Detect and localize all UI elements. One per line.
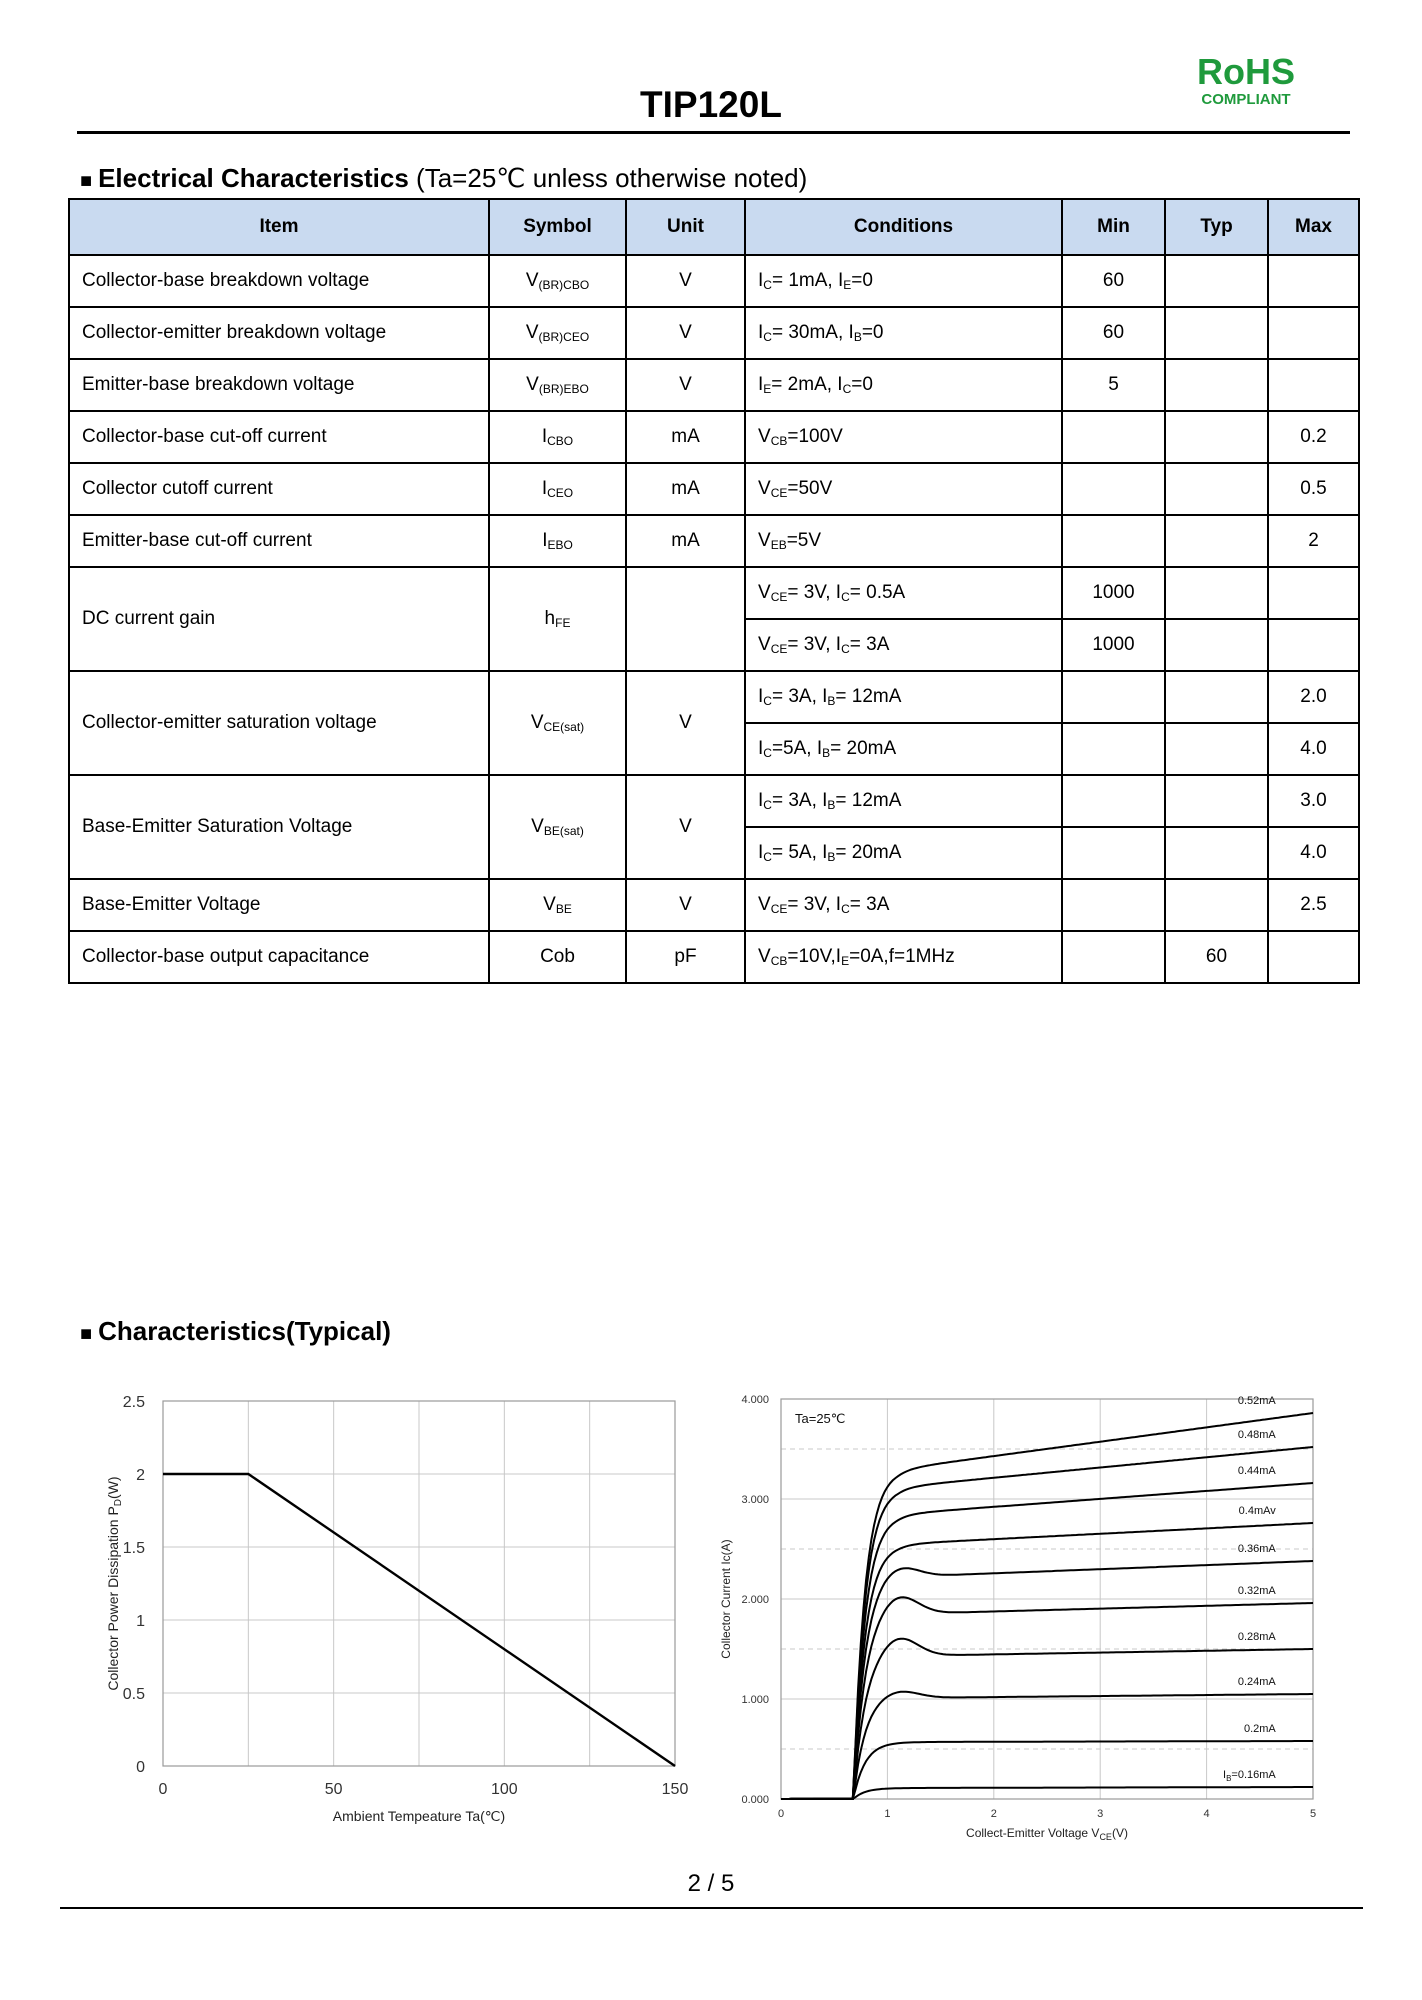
conditions-cell — [745, 619, 1062, 671]
item-cell: Emitter-base breakdown voltage — [69, 359, 489, 411]
condition-subscript: E — [843, 278, 852, 292]
condition-subscript: B — [827, 850, 836, 864]
typ-cell — [1165, 255, 1268, 307]
compliant-label: COMPLIANT — [1201, 91, 1291, 108]
series-label: 0.36mA — [1237, 1543, 1276, 1555]
document-title: TIP120L — [640, 84, 782, 125]
x-tick-label: 0 — [158, 1781, 168, 1798]
typ-cell — [1165, 359, 1268, 411]
condition-text: I — [758, 686, 764, 707]
symbol-main: V — [543, 894, 556, 915]
symbol-cell — [489, 307, 626, 359]
symbol-cell — [489, 879, 626, 931]
table-row — [69, 775, 1359, 827]
max-cell: 4.0 — [1268, 827, 1359, 879]
condition-text: =0A,f=1MHz — [849, 946, 955, 967]
max-cell: 2.0 — [1268, 671, 1359, 723]
unit-cell: pF — [626, 931, 745, 983]
min-cell: 60 — [1062, 255, 1165, 307]
section-subtitle: (Ta=25℃ unless otherwise noted) — [408, 163, 808, 193]
typ-cell — [1165, 827, 1268, 879]
min-cell — [1062, 463, 1165, 515]
condition-text: I — [758, 374, 764, 395]
condition-text: V — [758, 478, 771, 499]
conditions-cell — [745, 775, 1062, 827]
section-marker: ■ — [80, 170, 93, 192]
column-header-unit: Unit — [626, 199, 745, 255]
condition-subscript: C — [763, 746, 772, 760]
typ-cell — [1165, 515, 1268, 567]
column-header-typ: Typ — [1165, 199, 1268, 255]
table-row — [69, 671, 1359, 723]
condition-text: V — [758, 946, 771, 967]
symbol-main: I — [542, 530, 548, 551]
symbol-main: V — [531, 816, 544, 837]
table-row — [69, 879, 1359, 931]
condition-text: = 2mA, I — [771, 374, 843, 395]
conditions-cell — [745, 879, 1062, 931]
condition-subscript: C — [763, 694, 772, 708]
condition-text: I — [758, 790, 764, 811]
rohs-compliant-badge — [1186, 52, 1306, 108]
condition-subscript: CB — [770, 434, 788, 448]
symbol-main: V — [526, 374, 539, 395]
max-cell: 3.0 — [1268, 775, 1359, 827]
conditions-cell — [745, 567, 1062, 619]
symbol-cell — [489, 775, 626, 879]
condition-text: = 3A — [849, 634, 890, 655]
condition-subscript: C — [841, 642, 850, 656]
section-typical-characteristics-heading — [80, 1316, 391, 1347]
column-header-item: Item — [69, 199, 489, 255]
symbol-main: h — [544, 608, 556, 629]
item-cell: DC current gain — [69, 567, 489, 671]
section-title: Characteristics(Typical) — [98, 1316, 391, 1346]
series-label: 0.28mA — [1237, 1631, 1276, 1643]
item-cell: Collector-emitter saturation voltage — [69, 671, 489, 775]
conditions-cell — [745, 359, 1062, 411]
max-cell — [1268, 307, 1359, 359]
typ-cell — [1165, 723, 1268, 775]
series-label: 0.44mA — [1237, 1465, 1276, 1477]
condition-text: = 12mA — [835, 686, 902, 707]
table-header-row — [69, 199, 1359, 255]
y-tick-label: 1.5 — [122, 1540, 145, 1557]
footer-divider — [60, 1907, 1363, 1909]
max-cell — [1268, 619, 1359, 671]
conditions-cell — [745, 411, 1062, 463]
min-cell — [1062, 671, 1165, 723]
symbol-subscript: EBO — [547, 538, 573, 552]
table-row — [69, 359, 1359, 411]
power-derating-chart — [95, 1385, 705, 1845]
condition-subscript: B — [827, 694, 836, 708]
condition-text: = 0.5A — [849, 582, 906, 603]
series-label: 0.2mA — [1243, 1723, 1276, 1735]
condition-text: V — [758, 530, 771, 551]
condition-text: = 3A, I — [771, 686, 828, 707]
max-cell — [1268, 255, 1359, 307]
series-label-sub: B — [1226, 1774, 1232, 1783]
condition-text: =0 — [851, 270, 873, 291]
condition-subscript: C — [763, 798, 772, 812]
y-tick-label: 2 — [136, 1467, 145, 1484]
condition-text: = 3V, I — [787, 582, 842, 603]
conditions-cell — [745, 255, 1062, 307]
typ-cell — [1165, 619, 1268, 671]
condition-text: =0 — [861, 322, 884, 343]
table-row — [69, 411, 1359, 463]
table-body — [69, 255, 1359, 983]
unit-cell: mA — [626, 411, 745, 463]
output-characteristics-chart — [715, 1385, 1345, 1845]
x-tick-label: 1 — [884, 1808, 891, 1820]
max-cell — [1268, 567, 1359, 619]
condition-text: I — [758, 322, 764, 343]
conditions-cell — [745, 827, 1062, 879]
temperature-annotation: Ta=25℃ — [795, 1411, 846, 1426]
typ-cell — [1165, 671, 1268, 723]
series-label: 0.24mA — [1237, 1676, 1276, 1688]
item-cell: Collector-base breakdown voltage — [69, 255, 489, 307]
conditions-cell — [745, 515, 1062, 567]
condition-text: V — [758, 426, 771, 447]
item-cell: Collector cutoff current — [69, 463, 489, 515]
unit-cell: V — [626, 671, 745, 775]
y-tick-label: 3.000 — [741, 1494, 769, 1506]
condition-subscript: B — [827, 798, 836, 812]
item-cell: Collector-emitter breakdown voltage — [69, 307, 489, 359]
series-label: 0.32mA — [1237, 1585, 1276, 1597]
min-cell — [1062, 411, 1165, 463]
unit-cell — [626, 567, 745, 671]
min-cell — [1062, 515, 1165, 567]
max-cell: 2 — [1268, 515, 1359, 567]
conditions-cell — [745, 671, 1062, 723]
column-header-symbol: Symbol — [489, 199, 626, 255]
condition-subscript: C — [763, 278, 772, 292]
x-axis-label-main: Collect-Emitter Voltage V — [966, 1826, 1100, 1840]
table-row — [69, 255, 1359, 307]
x-tick-label: 50 — [324, 1781, 343, 1798]
column-header-conditions: Conditions — [745, 199, 1062, 255]
condition-subscript: CE — [770, 642, 788, 656]
condition-subscript: EB — [770, 538, 787, 552]
condition-subscript: B — [822, 746, 831, 760]
max-cell — [1268, 931, 1359, 983]
symbol-subscript: (BR)CEO — [538, 330, 590, 344]
unit-cell: V — [626, 359, 745, 411]
y-axis-label: Collector Current Ic(A) — [719, 1539, 733, 1659]
condition-text: V — [758, 634, 771, 655]
y-tick-label: 2.000 — [741, 1594, 769, 1606]
x-tick-label: 3 — [1097, 1808, 1104, 1820]
header-divider — [77, 131, 1350, 134]
y-tick-label: 2.5 — [122, 1394, 145, 1411]
typ-cell — [1165, 463, 1268, 515]
condition-text: =50V — [787, 478, 833, 499]
item-cell: Base-Emitter Voltage — [69, 879, 489, 931]
section-electrical-characteristics-heading — [80, 163, 807, 194]
symbol-main: V — [525, 322, 539, 343]
condition-text: I — [758, 842, 764, 863]
condition-text: = 20mA — [830, 738, 897, 759]
symbol-main: V — [530, 712, 544, 733]
x-tick-label: 4 — [1203, 1808, 1210, 1820]
unit-cell: V — [626, 879, 745, 931]
min-cell — [1062, 775, 1165, 827]
y-axis-label — [105, 1476, 124, 1690]
x-tick-label: 0 — [777, 1808, 785, 1820]
series-label-rest: =0.16mA — [1231, 1769, 1276, 1781]
x-tick-label: 150 — [661, 1781, 689, 1798]
condition-subscript: CE — [770, 590, 788, 604]
typ-cell: 60 — [1165, 931, 1268, 983]
x-axis-label: Ambient Tempeature Ta(℃) — [332, 1808, 506, 1824]
symbol-cell — [489, 567, 626, 671]
symbol-main: V — [525, 270, 539, 291]
y-tick-label: 1 — [136, 1613, 145, 1630]
table-row — [69, 463, 1359, 515]
condition-text: =5V — [786, 530, 822, 551]
max-cell: 4.0 — [1268, 723, 1359, 775]
condition-subscript: CB — [770, 954, 788, 968]
series-label: 0.4mAv — [1238, 1505, 1276, 1517]
condition-text: = 5A, I — [771, 842, 828, 863]
condition-subscript: C — [841, 902, 850, 916]
symbol-subscript: (BR)EBO — [538, 382, 589, 396]
y-axis-label-sub: D — [113, 1498, 124, 1507]
condition-subscript: C — [763, 850, 772, 864]
max-cell: 0.2 — [1268, 411, 1359, 463]
condition-text: = 12mA — [835, 790, 902, 811]
unit-cell: mA — [626, 463, 745, 515]
condition-subscript: C — [842, 382, 852, 396]
table-row — [69, 567, 1359, 619]
series-label-main: I — [1223, 1769, 1227, 1781]
conditions-cell — [745, 931, 1062, 983]
symbol-subscript: (BR)CBO — [538, 278, 590, 292]
symbol-subscript: BE — [555, 902, 572, 916]
typ-cell — [1165, 879, 1268, 931]
min-cell: 1000 — [1062, 619, 1165, 671]
section-marker: ■ — [80, 1323, 93, 1345]
unit-cell: V — [626, 255, 745, 307]
table-row — [69, 515, 1359, 567]
typ-cell — [1165, 567, 1268, 619]
condition-subscript: E — [841, 954, 850, 968]
condition-text: =5A, I — [771, 738, 823, 759]
condition-text: = 20mA — [835, 842, 902, 863]
condition-subscript: C — [841, 590, 850, 604]
symbol-cell — [489, 411, 626, 463]
y-axis-label-unit: (W) — [105, 1476, 121, 1499]
x-tick-label: 5 — [1309, 1808, 1317, 1820]
column-header-min: Min — [1062, 199, 1165, 255]
min-cell — [1062, 827, 1165, 879]
typ-cell — [1165, 411, 1268, 463]
max-cell: 2.5 — [1268, 879, 1359, 931]
table-row — [69, 931, 1359, 983]
unit-cell: mA — [626, 515, 745, 567]
column-header-max: Max — [1268, 199, 1359, 255]
table-row — [69, 307, 1359, 359]
condition-text: = 3V, I — [787, 634, 842, 655]
min-cell: 60 — [1062, 307, 1165, 359]
min-cell — [1062, 879, 1165, 931]
symbol-cell — [489, 931, 626, 983]
x-tick-label: 100 — [490, 1781, 518, 1798]
condition-subscript: C — [763, 330, 772, 344]
symbol-cell — [489, 671, 626, 775]
symbol-main: Cob — [540, 946, 575, 967]
unit-cell: V — [626, 307, 745, 359]
y-tick-label: 0.000 — [741, 1794, 769, 1806]
symbol-subscript: CBO — [547, 434, 574, 448]
conditions-cell — [745, 463, 1062, 515]
min-cell: 1000 — [1062, 567, 1165, 619]
x-axis-label-unit: (V) — [1111, 1826, 1128, 1840]
condition-text: V — [758, 582, 771, 603]
typ-cell — [1165, 307, 1268, 359]
section-title: Electrical Characteristics — [98, 163, 409, 193]
min-cell — [1062, 931, 1165, 983]
condition-text: = 1mA, I — [771, 270, 844, 291]
series-label: 0.52mA — [1237, 1395, 1276, 1407]
condition-subscript: CE — [770, 902, 788, 916]
symbol-main: I — [541, 478, 548, 499]
x-tick-label: 2 — [990, 1808, 997, 1820]
condition-text: = 3V, I — [787, 894, 842, 915]
unit-cell: V — [626, 775, 745, 879]
symbol-subscript: CE(sat) — [543, 720, 585, 734]
symbol-main: I — [541, 426, 548, 447]
y-tick-label: 4.000 — [741, 1394, 769, 1406]
item-cell: Collector-base output capacitance — [69, 931, 489, 983]
symbol-subscript: FE — [555, 616, 571, 630]
max-cell — [1268, 359, 1359, 411]
max-cell: 0.5 — [1268, 463, 1359, 515]
condition-text: = 30mA, I — [771, 322, 854, 343]
symbol-cell — [489, 515, 626, 567]
condition-text: =0 — [851, 374, 873, 395]
item-cell: Collector-base cut-off current — [69, 411, 489, 463]
condition-subscript: B — [853, 330, 862, 344]
condition-text: =100V — [787, 426, 843, 447]
symbol-cell — [489, 359, 626, 411]
series-line-ib-0-16mA — [781, 1787, 1313, 1799]
page-number: 2 / 5 — [687, 1870, 735, 1897]
condition-text: = 3A — [849, 894, 890, 915]
electrical-characteristics-table — [68, 198, 1360, 984]
typ-cell — [1165, 775, 1268, 827]
condition-text: =10V,I — [787, 946, 842, 967]
y-tick-label: 0 — [136, 1759, 145, 1776]
symbol-cell — [489, 463, 626, 515]
rohs-label: RoHS — [1197, 51, 1295, 92]
symbol-cell — [489, 255, 626, 307]
symbol-subscript: CEO — [547, 486, 574, 500]
x-axis-label-sub: CE — [1099, 1832, 1112, 1842]
condition-subscript: CE — [770, 486, 788, 500]
conditions-cell — [745, 307, 1062, 359]
y-axis-label-main: Collector Power Dissipation P — [105, 1506, 121, 1691]
condition-text: V — [758, 894, 771, 915]
x-axis-label — [966, 1826, 1128, 1842]
conditions-cell — [745, 723, 1062, 775]
y-tick-label: 0.5 — [122, 1686, 145, 1703]
item-cell: Base-Emitter Saturation Voltage — [69, 775, 489, 879]
series-label — [1223, 1769, 1276, 1783]
min-cell: 5 — [1062, 359, 1165, 411]
y-tick-label: 1.000 — [741, 1694, 769, 1706]
condition-text: I — [758, 270, 764, 291]
condition-subscript: E — [763, 382, 772, 396]
series-label: 0.48mA — [1237, 1429, 1276, 1441]
item-cell: Emitter-base cut-off current — [69, 515, 489, 567]
min-cell — [1062, 723, 1165, 775]
condition-text: I — [758, 738, 764, 759]
condition-text: = 3A, I — [771, 790, 828, 811]
symbol-subscript: BE(sat) — [543, 824, 584, 838]
